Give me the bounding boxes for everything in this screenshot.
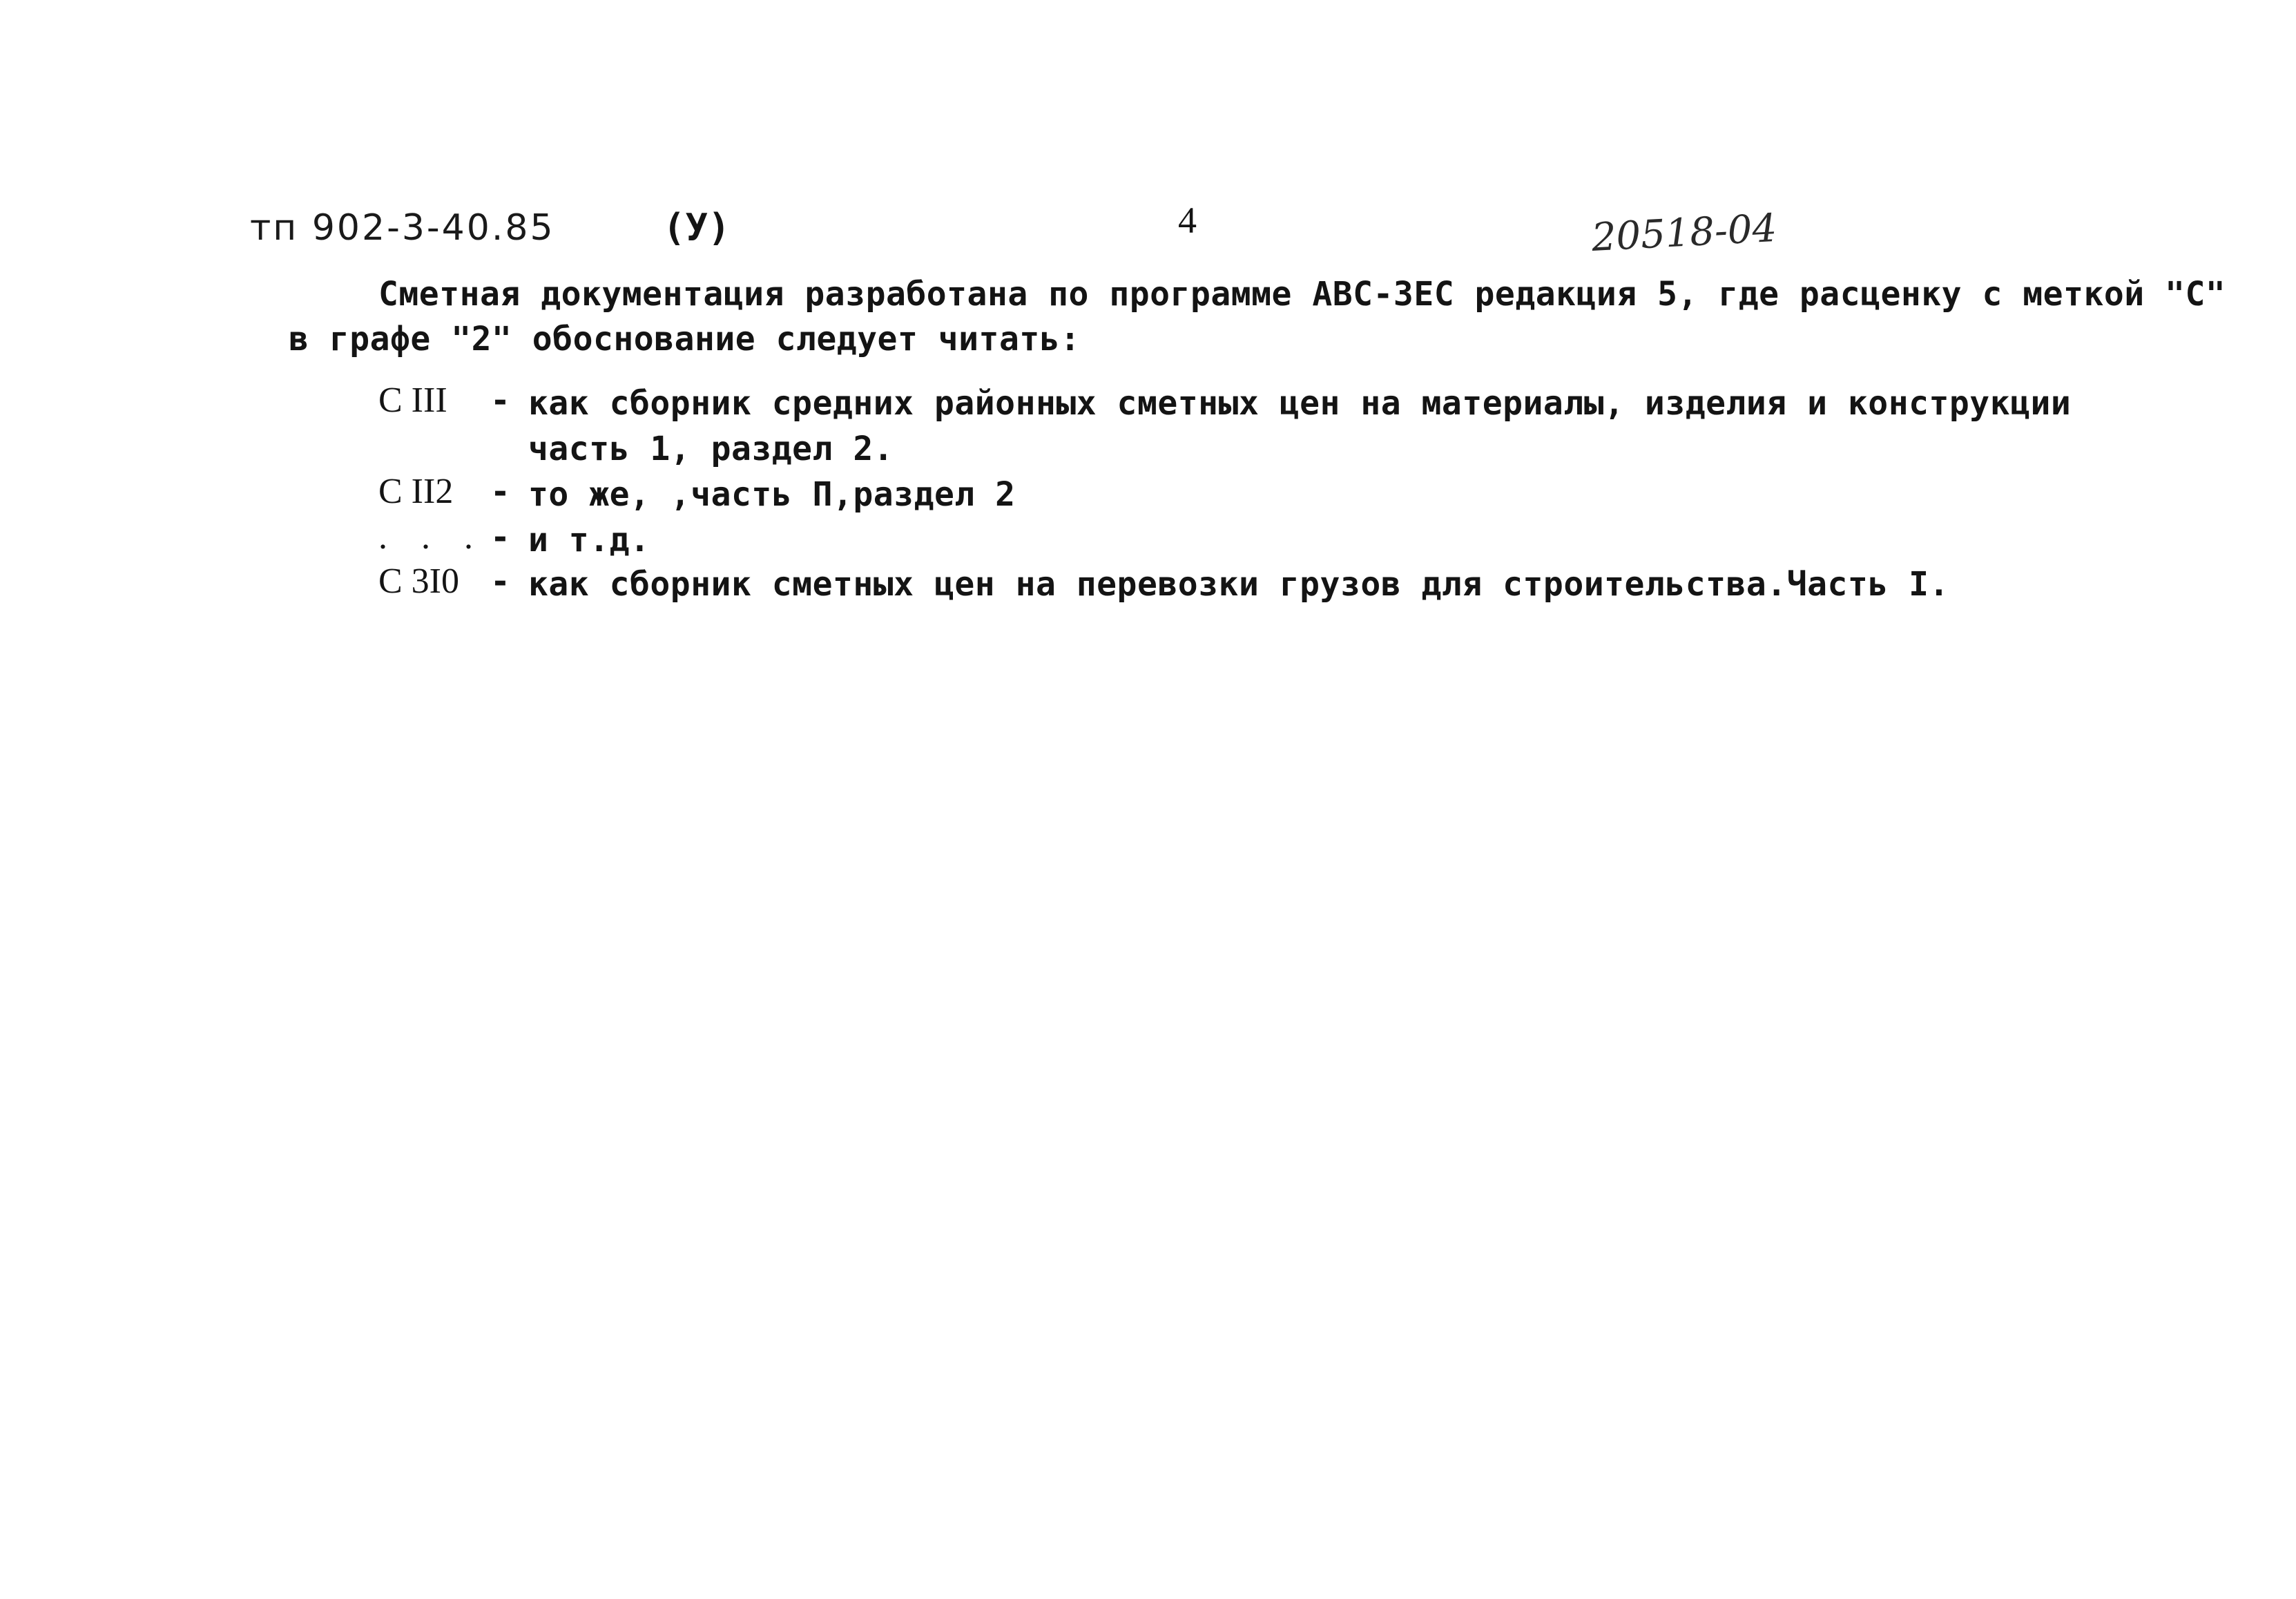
intro-line-2: в графе "2" обоснование следует читать: bbox=[289, 320, 1081, 358]
entry-continuation: часть 1, раздел 2. bbox=[528, 430, 894, 468]
entry-text: то же, ,часть П,раздел 2 bbox=[528, 475, 1016, 514]
entry-text: как сборник сметных цен на перевозки грузов для строительства.Часть I. bbox=[528, 565, 1949, 604]
document-mark: (У) bbox=[663, 206, 731, 249]
entry-code: . . . bbox=[378, 517, 485, 557]
intro-line-1: Сметная документация разработана по программе АВС-3ЕС редакция 5, где расценку с меткой "С" bbox=[378, 275, 2226, 314]
archive-number-handwritten: 20518-04 bbox=[1590, 206, 1778, 260]
entry-text: как сборник средних районных сметных цен на материалы, изделия и конструкции bbox=[528, 384, 2072, 423]
page-number: 4 bbox=[1178, 200, 1197, 241]
entry-text: и т.д. bbox=[528, 521, 650, 559]
entry-code: С II2 bbox=[378, 472, 454, 511]
entry-dash: - bbox=[490, 472, 510, 511]
entry-dash: - bbox=[490, 381, 510, 420]
entry-code: С III bbox=[378, 381, 447, 420]
entry-dash: - bbox=[490, 518, 510, 557]
entry-dash: - bbox=[490, 562, 510, 601]
document-code: тп 902-3-40.85 bbox=[250, 207, 555, 249]
entry-code: С 3I0 bbox=[378, 562, 459, 601]
